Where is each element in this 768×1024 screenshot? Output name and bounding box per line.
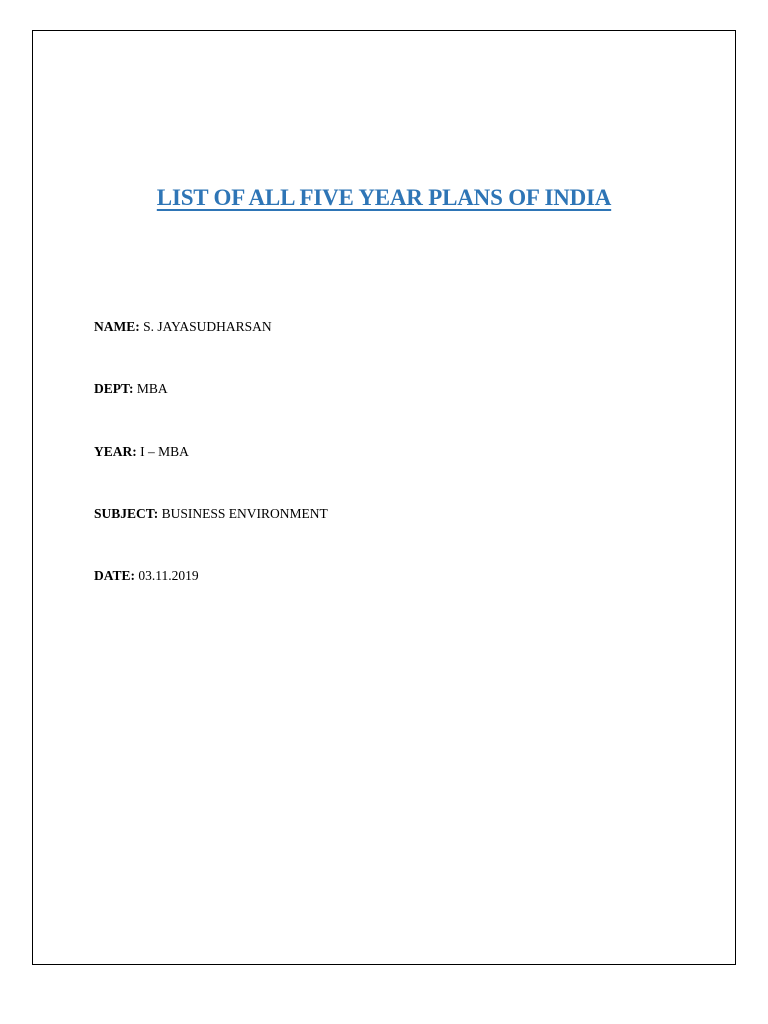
date-value: 03.11.2019 — [138, 568, 199, 583]
document-title: LIST OF ALL FIVE YEAR PLANS OF INDIA — [156, 185, 612, 210]
page-border — [32, 30, 736, 965]
name-value: S. JAYASUDHARSAN — [143, 319, 272, 334]
year-value: I – MBA — [140, 444, 189, 459]
dept-label: DEPT: — [94, 381, 137, 396]
dept-value: MBA — [136, 381, 168, 396]
subject-field — [94, 505, 328, 523]
date-label: DATE: — [94, 568, 139, 583]
subject-label: SUBJECT: — [94, 506, 162, 521]
year-label: YEAR: — [94, 444, 141, 459]
date-field — [94, 567, 199, 585]
name-label: NAME: — [94, 319, 144, 334]
subject-value: BUSINESS ENVIRONMENT — [161, 506, 328, 521]
dept-field — [94, 380, 168, 398]
name-field — [94, 318, 272, 336]
year-field — [94, 443, 189, 461]
